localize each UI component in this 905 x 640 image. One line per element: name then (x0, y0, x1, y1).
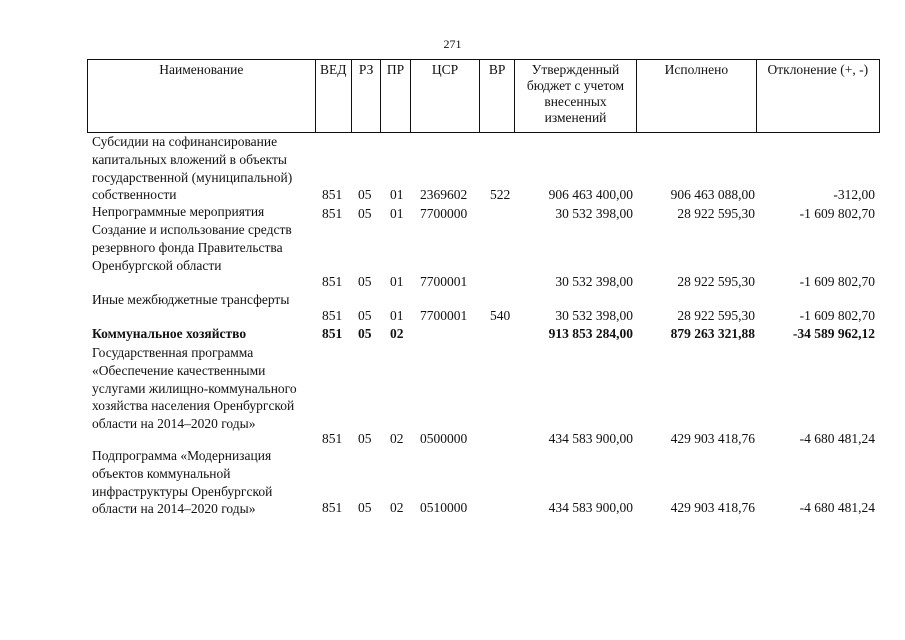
row-pr: 02 (390, 326, 404, 341)
row-deviation: -1 609 802,70 (799, 308, 875, 323)
row-budget: 906 463 400,00 (548, 187, 633, 202)
row-pr: 01 (390, 187, 404, 202)
row-csr: 0500000 (420, 431, 468, 446)
row-name: Государственная программа «Обеспечение качественными услугами жилищно-коммунального хозяйства населения Оренбургской области на 2014–2020 годы» (92, 345, 297, 432)
header-ved: ВЕД (315, 60, 351, 133)
row-ved: 851 (322, 206, 343, 221)
header-name: Наименование (88, 60, 316, 133)
row-deviation: -4 680 481,24 (799, 431, 875, 446)
row-csr: 2369602 (420, 187, 468, 202)
row-budget: 913 853 284,00 (548, 326, 633, 341)
row-ved: 851 (322, 187, 343, 202)
row-deviation: -1 609 802,70 (799, 274, 875, 289)
row-rz: 05 (358, 206, 372, 221)
row-executed: 879 263 321,88 (670, 326, 755, 341)
row-name: Непрограммные мероприятия (92, 204, 265, 219)
row-name: Коммунальное хозяйство (92, 326, 247, 341)
row-name: Подпрограмма «Модернизация объектов коммунальной инфраструктуры Оренбургской области на 2014–2020 годы» (92, 448, 273, 517)
row-name: Создание и использование средств резервного фонда Правительства Оренбургской области (92, 222, 292, 273)
row-csr: 7700000 (420, 206, 468, 221)
row-budget: 30 532 398,00 (555, 308, 633, 323)
row-name: Иные межбюджетные трансферты (92, 292, 290, 307)
row-deviation: -4 680 481,24 (799, 500, 875, 515)
row-deviation: -312,00 (833, 187, 875, 202)
row-budget: 434 583 900,00 (548, 500, 633, 515)
row-csr: 7700001 (420, 274, 468, 289)
row-budget: 30 532 398,00 (555, 274, 633, 289)
header-executed: Исполнено (637, 60, 756, 133)
row-deviation: -34 589 962,12 (792, 326, 875, 341)
header-budget: Утвержденный бюджет с учетом внесенных изменений (514, 60, 636, 133)
row-rz: 05 (358, 326, 372, 341)
row-ved: 851 (322, 274, 343, 289)
row-vr: 540 (490, 308, 511, 323)
row-pr: 02 (390, 431, 404, 446)
row-budget: 30 532 398,00 (555, 206, 633, 221)
row-rz: 05 (358, 308, 372, 323)
row-executed: 28 922 595,30 (677, 308, 755, 323)
row-ved: 851 (322, 326, 343, 341)
header-csr: ЦСР (410, 60, 480, 133)
row-deviation: -1 609 802,70 (799, 206, 875, 221)
row-budget: 434 583 900,00 (548, 431, 633, 446)
row-csr: 7700001 (420, 308, 468, 323)
row-executed: 429 903 418,76 (670, 500, 755, 515)
row-executed: 28 922 595,30 (677, 274, 755, 289)
row-rz: 05 (358, 431, 372, 446)
row-pr: 01 (390, 206, 404, 221)
row-csr: 0510000 (420, 500, 468, 515)
row-pr: 01 (390, 274, 404, 289)
row-rz: 05 (358, 500, 372, 515)
row-ved: 851 (322, 431, 343, 446)
row-vr: 522 (490, 187, 511, 202)
page-number: 271 (443, 37, 462, 51)
row-pr: 02 (390, 500, 404, 515)
row-rz: 05 (358, 187, 372, 202)
header-rz: РЗ (351, 60, 380, 133)
row-executed: 28 922 595,30 (677, 206, 755, 221)
row-executed: 429 903 418,76 (670, 431, 755, 446)
row-ved: 851 (322, 308, 343, 323)
row-pr: 01 (390, 308, 404, 323)
row-ved: 851 (322, 500, 343, 515)
header-pr: ПР (381, 60, 410, 133)
header-vr: ВР (480, 60, 514, 133)
row-executed: 906 463 088,00 (670, 187, 755, 202)
row-rz: 05 (358, 274, 372, 289)
row-name: Субсидии на софинансирование капитальных вложений в объекты государственной (муниципальной) собственности (92, 134, 293, 203)
header-deviation: Отклонение (+, -) (756, 60, 879, 133)
